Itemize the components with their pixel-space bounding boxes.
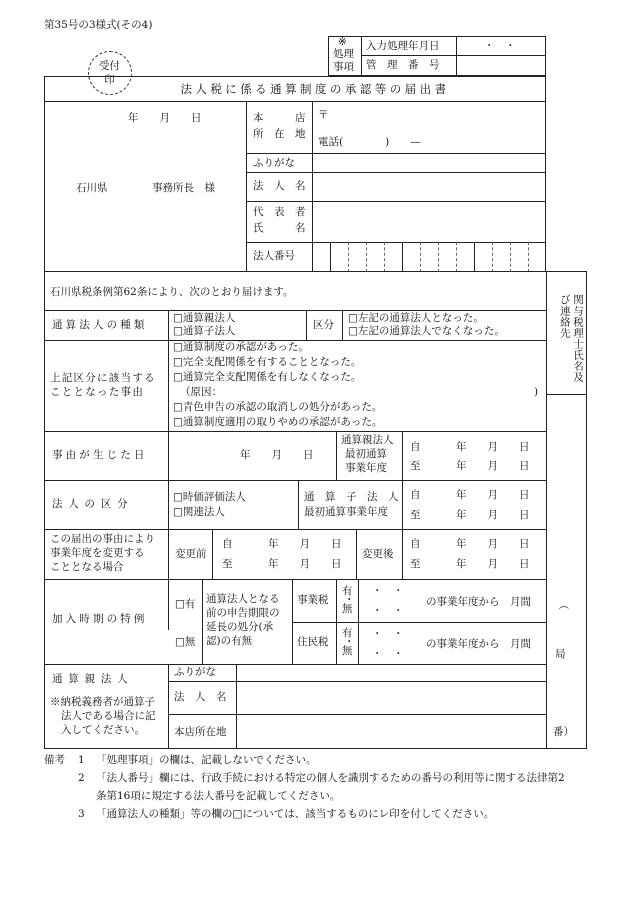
note-3-text: 「通算法人の種類」等の欄の□については、該当するものにレ印を付してください。 (96, 808, 495, 820)
change-after-to-label: 至 (410, 558, 421, 570)
special-desc-1: 通算法人となる (206, 593, 280, 605)
jumin-u-1[interactable]: 有 (342, 627, 353, 639)
reason-cause-close: ) (534, 386, 539, 398)
change-before-to-label: 至 (222, 558, 233, 570)
jigyo-from-fy[interactable]: の事業年度から 月間 (426, 596, 531, 608)
occur-from-date[interactable]: 年 月 日 (456, 441, 530, 453)
change-after-from-label: 自 (410, 538, 421, 550)
occur-from-label: 自 (410, 441, 421, 453)
occur-label: 事由が生じた日 (52, 449, 148, 461)
reason-approval-checkbox[interactable]: □通算制度の承認があった。 (173, 341, 309, 353)
jumin-from-fy[interactable]: の事業年度から 月間 (426, 638, 531, 650)
head-office-label-2: 所 在 地 (253, 128, 306, 140)
special-label: 加入時期の特例 (52, 613, 148, 625)
jumin-u-2: ・ (344, 636, 355, 648)
corp-kubun-from-label: 自 (410, 489, 421, 501)
reason-label-1: 上記区分に該当する (50, 372, 156, 384)
related-corp-checkbox[interactable]: □関連法人 (173, 506, 225, 518)
parent-note-3: 入してください。 (61, 724, 145, 736)
note-3-number: 3 (78, 808, 85, 820)
corp-kubun-to-label: 至 (410, 509, 421, 521)
change-before-to-date[interactable]: 年 月 日 (268, 558, 342, 570)
occur-date[interactable]: 年 月 日 (240, 449, 314, 461)
tsusan-parent-checkbox[interactable]: □通算親法人 (173, 312, 236, 324)
reason-withdraw-checkbox[interactable]: □通算制度適用の取りやめの承認があった。 (173, 416, 383, 428)
office-label-1: 処理 (333, 48, 354, 60)
corp-kubun-fy-2: 最初通算事業年度 (304, 506, 388, 518)
parent-furigana-label: ふりがな (174, 666, 216, 678)
date-line: 年 月 日 (128, 112, 202, 124)
parent-note-2: 法人である場合に記 (61, 710, 156, 722)
input-date-value: ・ ・ (484, 40, 516, 52)
occur-fy-2: 最初通算 (345, 448, 387, 460)
parent-note-1: ※納税義務者が通算子 (50, 696, 155, 708)
change-label-2: 事業年度を変更する (50, 547, 145, 559)
note-2-number: 2 (78, 772, 85, 784)
tsusan-type-label: 通算法人の種類 (52, 319, 148, 331)
reception-stamp-label: 受付 印 (99, 60, 120, 87)
change-label-1: この届出の事由により (50, 533, 155, 545)
occur-fy-1: 通算親法人 (341, 434, 394, 446)
jumin-u-3[interactable]: 無 (342, 645, 353, 657)
jigyo-u-2: ・ (344, 594, 355, 606)
notes-heading: 備考 (44, 754, 65, 766)
corp-no-cell-divider (330, 242, 331, 272)
kubun-label: 区分 (313, 319, 334, 331)
office-kome: ※ (338, 36, 347, 48)
parent-label: 通算親法人 (52, 673, 134, 685)
corp-kubun-from-date[interactable]: 年 月 日 (456, 489, 530, 501)
note-1-text: 「処理事項」の欄は、記載しないでください。 (96, 754, 317, 766)
occur-to-date[interactable]: 年 月 日 (456, 460, 530, 472)
kubun-ceased-checkbox[interactable]: □左記の通算法人でなくなった。 (348, 325, 505, 337)
parent-name-label: 法 人 名 (174, 691, 227, 703)
parent-addr-label: 本店所在地 (174, 726, 227, 738)
corp-kubun-to-date[interactable]: 年 月 日 (456, 509, 530, 521)
jigyo-u-3[interactable]: 無 (342, 603, 353, 615)
special-desc-4: 認)の有無 (206, 635, 253, 647)
statement-text: 石川県税条例第62条により、次のとおり届けます。 (50, 286, 294, 298)
jigyo-tax-label: 事業税 (297, 594, 329, 606)
change-before-from-date[interactable]: 年 月 日 (268, 538, 342, 550)
jumin-dots-1: ・ ・ (372, 628, 404, 640)
side-kyoku: 局 (555, 648, 566, 660)
change-before-from-label: 自 (222, 538, 233, 550)
special-no-checkbox[interactable]: □無 (175, 636, 196, 648)
input-date-label: 入力処理年月日 (366, 40, 440, 52)
reason-cause-field[interactable]: （原因： (180, 386, 222, 398)
reason-full-control-checkbox[interactable]: □完全支配関係を有することとなった。 (173, 356, 362, 368)
corp-no-label: 法人番号 (253, 250, 295, 262)
parent-name-input[interactable] (238, 683, 544, 713)
change-before-label: 変更前 (175, 548, 207, 560)
jigyo-u-1[interactable]: 有 (342, 585, 353, 597)
reason-blue-revoke-checkbox[interactable]: □青色申告の承認の取消しの処分があった。 (173, 401, 383, 413)
rep-label-2: 氏 名 (253, 222, 306, 234)
side-open-paren: （ (556, 599, 569, 610)
corp-kubun-fy-1: 通 算 子 法 人 (304, 491, 399, 503)
addressee-office: 事務所長 様 (152, 182, 215, 194)
corp-kubun-label: 法人の区分 (52, 498, 134, 510)
kubun-became-checkbox[interactable]: □左記の通算法人となった。 (348, 312, 484, 324)
reason-label-2: こととなった事由 (50, 386, 145, 398)
office-label-2: 事項 (333, 61, 354, 73)
note-2-text-a: 「法人番号」欄には、行政手続における特定の個人を識別するための番号の利用等に関する法律第2 (96, 772, 565, 784)
furigana-label: ふりがな (253, 157, 295, 169)
change-after-from-date[interactable]: 年 月 日 (456, 538, 530, 550)
reason-lost-control-checkbox[interactable]: □通算完全支配関係を有しなくなった。 (173, 371, 362, 383)
market-value-checkbox[interactable]: □時価評価法人 (173, 491, 246, 503)
parent-addr-input[interactable] (238, 716, 544, 748)
jumin-tax-label: 住民税 (297, 636, 329, 648)
change-after-to-date[interactable]: 年 月 日 (456, 558, 530, 570)
change-label-3: こととなる場合 (50, 561, 124, 573)
special-desc-3: 延長の処分(承 (206, 621, 274, 633)
note-1-number: 1 (78, 754, 85, 766)
change-after-label: 変更後 (362, 548, 394, 560)
rep-label-1: 代 表 者 (253, 206, 306, 218)
jumin-dots-2: ・ ・ (372, 648, 404, 660)
occur-fy-3: 事業年度 (345, 462, 387, 474)
jigyo-dots-1: ・ ・ (372, 585, 404, 597)
addressee-pref: 石川県 (76, 182, 108, 194)
special-yes-checkbox[interactable]: □有 (175, 598, 196, 610)
special-desc-2: 前の申告期限の (206, 607, 280, 619)
postal-mark: 〒 (318, 109, 329, 121)
manage-no-label: 管 理 番 号 (366, 59, 440, 71)
note-2-text-b: 条第16項に規定する法人番号を記載してください。 (96, 790, 341, 802)
head-office-label-1: 本 店 (253, 112, 306, 124)
form-number: 第35号の3様式(その4) (44, 19, 153, 31)
jigyo-dots-2: ・ ・ (372, 605, 404, 617)
form-title: 法人税に係る通算制度の承認等の届出書 (180, 82, 450, 96)
side-title: 関与税理士氏名及び連絡先 (558, 294, 584, 383)
side-ban: 番） (553, 726, 574, 738)
parent-furigana-input[interactable] (238, 666, 544, 680)
occur-to-label: 至 (410, 460, 421, 472)
phone-field: 電話( ) — (318, 136, 421, 148)
corp-name-label: 法 人 名 (253, 180, 306, 192)
tsusan-child-checkbox[interactable]: □通算子法人 (173, 325, 236, 337)
